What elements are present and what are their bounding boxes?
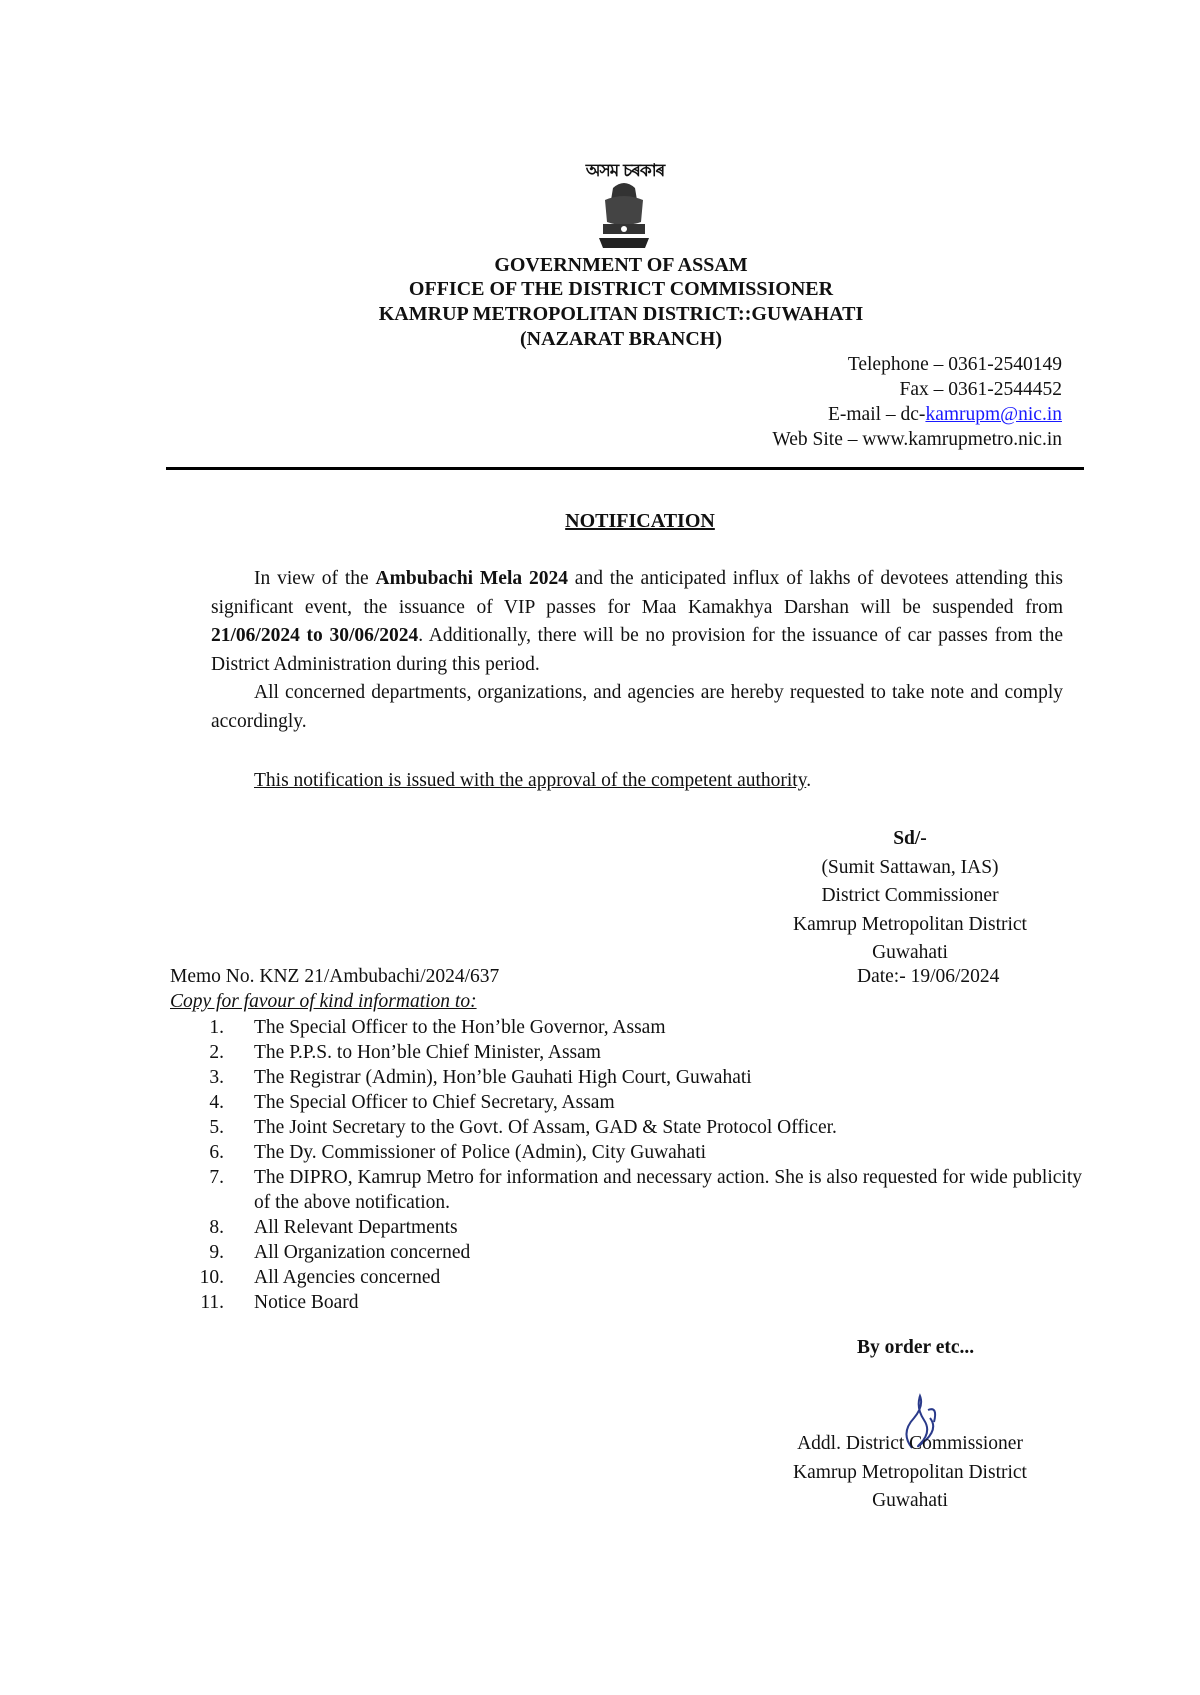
- notification-body: [211, 565, 1063, 736]
- recipient-item: [170, 1040, 1090, 1065]
- signatory-name: (Sumit Sattawan, IAS): [821, 856, 999, 878]
- recipient-text: The P.P.S. to Hon’ble Chief Minister, Assam: [254, 1042, 601, 1063]
- closing-district: Kamrup Metropolitan District: [793, 1461, 1027, 1483]
- header-branch: (NAZARAT BRANCH): [519, 328, 723, 350]
- recipient-text: The Special Officer to Chief Secretary, Assam: [254, 1092, 615, 1113]
- recipient-item: [170, 1015, 1090, 1040]
- recipient-item: [170, 1265, 1090, 1290]
- recipient-item: [170, 1065, 1090, 1090]
- state-emblem: [585, 158, 665, 248]
- recipient-number: 3.: [209, 1067, 224, 1088]
- copy-heading: Copy for favour of kind information to:: [170, 991, 477, 1012]
- email: [772, 402, 1062, 427]
- approval-line: This notification is issued with the approval of the competent authority.: [254, 770, 812, 791]
- header-district: KAMRUP METROPOLITAN DISTRICT::GUWAHATI: [378, 303, 864, 325]
- recipient-number: 7.: [209, 1167, 224, 1188]
- recipient-number: 11.: [200, 1292, 224, 1313]
- header-divider: [166, 467, 1084, 470]
- notification-title: NOTIFICATION: [565, 510, 715, 532]
- telephone: Telephone – 0361-2540149: [847, 354, 1062, 375]
- lion-capital-icon: [593, 180, 655, 250]
- notification-paragraph-2: All concerned departments, organizations, and agencies are hereby requested to take note and comply accordingly.: [211, 682, 1063, 732]
- recipient-number: 10.: [199, 1267, 224, 1288]
- closing-signatory: [760, 1430, 1060, 1516]
- by-order: By order etc...: [857, 1337, 975, 1358]
- recipient-text: The Dy. Commissioner of Police (Admin), City Guwahati: [254, 1142, 707, 1163]
- recipient-text: All Relevant Departments: [254, 1217, 458, 1238]
- recipient-item: [170, 1140, 1090, 1165]
- signatory-designation: District Commissioner: [821, 885, 999, 906]
- contact-block: [772, 352, 1062, 452]
- recipient-item: [170, 1090, 1090, 1115]
- email-prefix: E-mail – dc-: [827, 404, 926, 425]
- recipient-number: 5.: [209, 1117, 224, 1138]
- notification-paragraph-1: In view of the Ambubachi Mela 2024 and the anticipated influx of lakhs of devotees attending this significant event, the issuance of VIP passes for Maa Kamakhya Darshan will be suspended from 21/06/2024 to 30/06/2024. Additionally, there will be no provision for the issuance of car passes from the District Administration during this period.: [211, 568, 1063, 675]
- recipient-text: Notice Board: [254, 1292, 359, 1313]
- recipient-number: 4.: [209, 1092, 224, 1113]
- closing-designation: Addl. District Commissioner: [797, 1433, 1023, 1454]
- recipient-number: 2.: [209, 1042, 224, 1063]
- recipient-text: All Agencies concerned: [254, 1267, 441, 1288]
- signatory-city: Guwahati: [872, 942, 948, 963]
- recipient-item: [170, 1215, 1090, 1240]
- recipient-number: 1.: [209, 1017, 224, 1038]
- recipient-number: 6.: [209, 1142, 224, 1163]
- recipient-text: The Registrar (Admin), Hon’ble Gauhati High Court, Guwahati: [254, 1067, 752, 1088]
- closing-city: Guwahati: [872, 1490, 948, 1511]
- memo-date: Date:- 19/06/2024: [857, 966, 1000, 987]
- recipients-list: [170, 1015, 1090, 1315]
- memo-number: Memo No. KNZ 21/Ambubachi/2024/637: [170, 966, 500, 987]
- recipient-text: The Joint Secretary to the Govt. Of Assam, GAD & State Protocol Officer.: [254, 1117, 837, 1138]
- sd-mark: Sd/-: [893, 828, 927, 849]
- signatory-block: [760, 825, 1060, 968]
- recipient-item: [170, 1290, 1090, 1315]
- signatory-district: Kamrup Metropolitan District: [793, 913, 1027, 935]
- recipient-text: The DIPRO, Kamrup Metro for information and necessary action. She is also requested for wide publicity of the above notification.: [254, 1167, 1082, 1213]
- emblem-script-text: অসম চৰকাৰ: [585, 161, 665, 181]
- recipient-item: [170, 1115, 1090, 1140]
- recipient-number: 8.: [209, 1217, 224, 1238]
- email-link[interactable]: kamrupm@nic.in: [925, 404, 1062, 425]
- recipient-text: The Special Officer to the Hon’ble Governor, Assam: [254, 1017, 666, 1038]
- fax: Fax – 0361-2544452: [899, 379, 1062, 400]
- header-government: GOVERNMENT OF ASSAM: [494, 254, 748, 276]
- recipient-number: 9.: [209, 1242, 224, 1263]
- recipient-item: [170, 1240, 1090, 1265]
- website: Web Site – www.kamrupmetro.nic.in: [772, 429, 1062, 450]
- header-office: OFFICE OF THE DISTRICT COMMISSIONER: [408, 278, 834, 300]
- recipient-item: [170, 1165, 1090, 1215]
- recipient-text: All Organization concerned: [254, 1242, 471, 1263]
